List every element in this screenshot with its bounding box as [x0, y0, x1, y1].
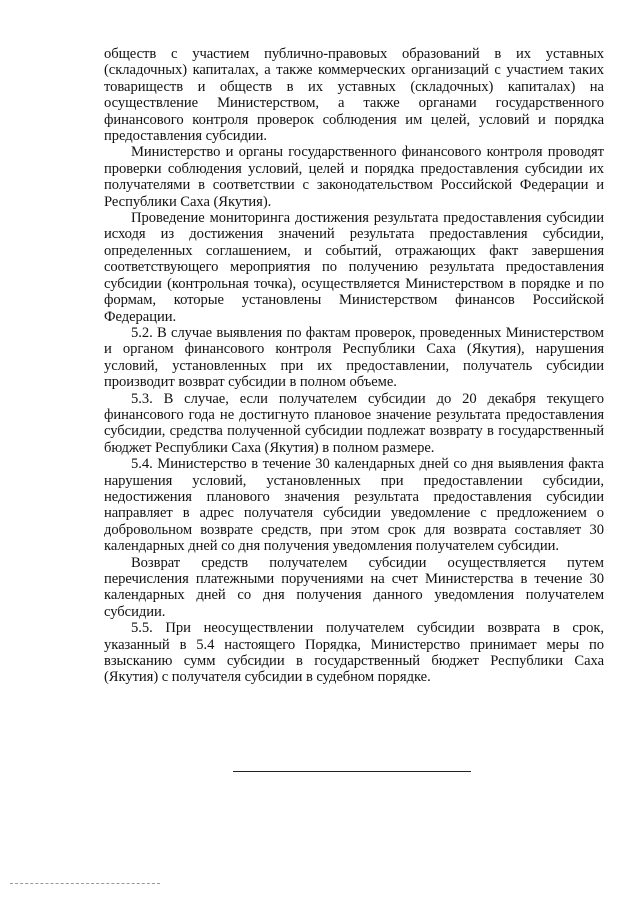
paragraph-5-3: 5.3. В случае, если получателем субсидии до 20 декабря текущего финансового года не достигнуто плановое значение результата предоставления субсидии, средства полученной субсидии подлежат возврату в государственный бюджет Республики Саха (Якутия) в полном размере.	[104, 390, 604, 456]
document-body	[104, 46, 604, 686]
paragraph-5-2: 5.2. В случае выявления по фактам проверок, проведенных Министерством и органом финансового контроля Республики Саха (Якутия), нарушения условий, установленных при их предоставлении, получатель субсидии производит возврат субсидии в полном объеме.	[104, 324, 604, 391]
scan-footer-mark	[10, 883, 160, 884]
paragraph-refund-method: Возврат средств получателем субсидии осуществляется путем перечисления платежными поручениями на счет Министерства в течение 30 календарных дней со дня получения данного уведомления получателем субсидии.	[104, 554, 604, 620]
paragraph-continuation: обществ с участием публично-правовых образований в их уставных (складочных) капиталах, а также коммерческих организаций с участием таких товариществ и обществ в их уставных (складочных) капиталах) на осуществление Министерством, а также органами государственного финансового контроля проверок соблюдения им целей, условий и порядка предоставления субсидии.	[104, 46, 604, 145]
end-divider-line	[233, 771, 471, 772]
paragraph-monitoring: Проведение мониторинга достижения результата предоставления субсидии исходя из достижения значений результата предоставления субсидии, определенных соглашением, и событий, отражающих факт завершения соответствующего мероприятия по получению результата предоставления субсидии (контрольная точка), осуществляется Министерством в порядке и по формам, которые установлены Министерством финансов Российской Федерации.	[104, 210, 604, 325]
paragraph-ministry-control: Министерство и органы государственного финансового контроля проводят проверки соблюдения условий, целей и порядка предоставления субсидии их получателями в соответствии с законодательством Российской Федерации и Республики Саха (Якутия).	[104, 144, 604, 210]
paragraph-5-5: 5.5. При неосуществлении получателем субсидии возврата в срок, указанный в 5.4 настоящего Порядка, Министерство принимает меры по взысканию сумм субсидии в государственный бюджет Республики Саха (Якутия) с получателя субсидии в судебном порядке.	[104, 620, 604, 686]
paragraph-5-4: 5.4. Министерство в течение 30 календарных дней со дня выявления факта нарушения условий, установленных при предоставлении субсидии, недостижения планового значения результата предоставления субсидии направляет в адрес получателя субсидии уведомление с предложением о добровольном возврате средств, при этом срок для возврата составляет 30 календарных дней со дня получения уведомления получателем субсидии.	[104, 456, 604, 555]
